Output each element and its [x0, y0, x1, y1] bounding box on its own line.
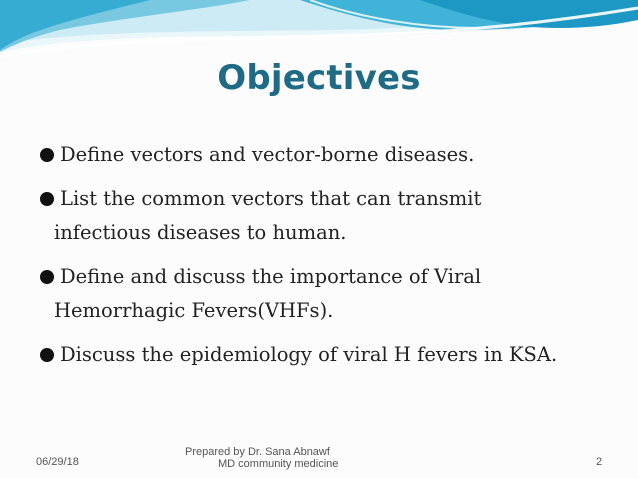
objectives-list — [38, 138, 628, 382]
bullet-text-continued: infectious diseases to human. — [54, 221, 347, 244]
footer-role: MD community medicine — [218, 458, 339, 470]
list-item — [38, 338, 628, 372]
bullet-text-continued: Hemorrhagic Fevers(VHFs). — [54, 299, 334, 322]
bullet-text: Define and discuss the importance of Viral — [60, 265, 482, 288]
bullet-dot-icon — [40, 270, 54, 284]
footer-date: 06/29/18 — [36, 456, 79, 468]
footer-author — [185, 446, 365, 470]
page-number: 2 — [596, 456, 603, 468]
footer-prepared-by: Prepared by Dr. Sana Abnawf — [185, 446, 330, 458]
bullet-dot-icon — [40, 148, 54, 162]
list-item — [38, 138, 628, 172]
list-item — [38, 182, 628, 250]
bullet-text: Define vectors and vector-borne diseases. — [60, 143, 475, 166]
bullet-dot-icon — [40, 348, 54, 362]
bullet-text: List the common vectors that can transmit — [60, 187, 482, 210]
bullet-dot-icon — [40, 192, 54, 206]
bullet-text: Discuss the epidemiology of viral H fevers in KSA. — [60, 343, 558, 366]
list-item — [38, 260, 628, 328]
slide-title: Objectives — [217, 58, 421, 98]
